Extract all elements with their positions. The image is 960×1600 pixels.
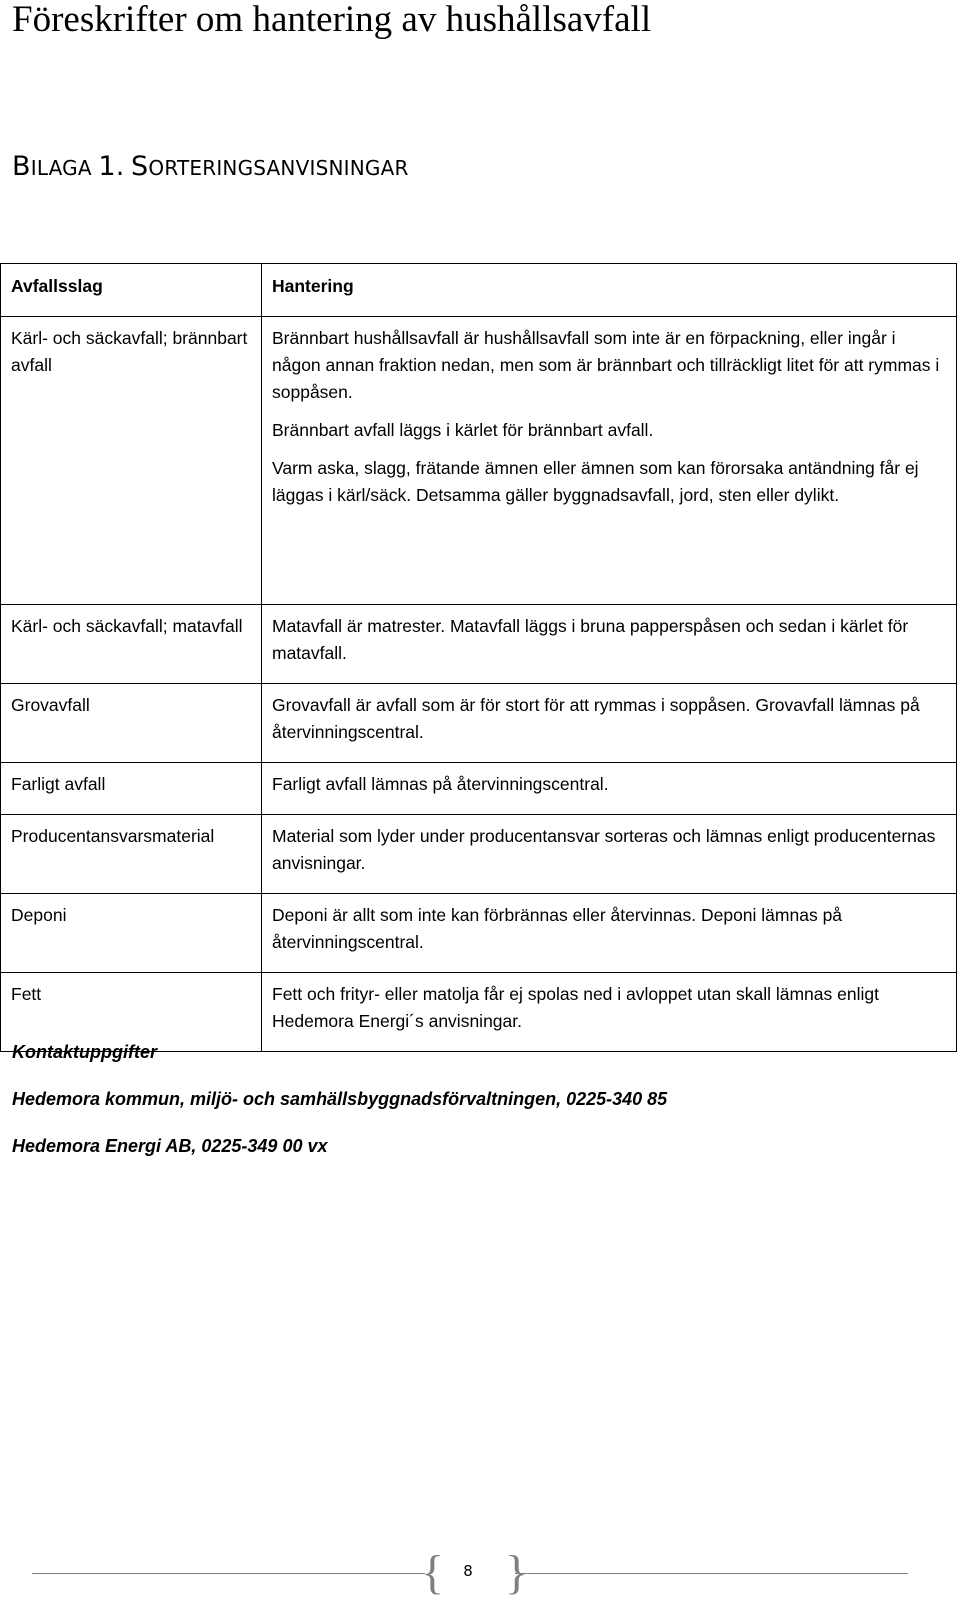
handling-text <box>272 763 946 798</box>
table-row <box>1 763 957 815</box>
page-number: 8 <box>463 1562 473 1580</box>
handling-text <box>272 684 946 746</box>
waste-type-label: Farligt avfall <box>11 774 106 794</box>
handling-cell <box>262 815 957 894</box>
table-row <box>1 605 957 684</box>
handling-text <box>272 973 946 1035</box>
table-row <box>1 815 957 894</box>
section-heading-bilaga: ILAGA <box>30 156 92 180</box>
waste-type-label: Kärl- och säckavfall; matavfall <box>11 616 243 636</box>
section-heading-number: 1. <box>98 151 125 182</box>
handling-paragraph: Brännbart avfall läggs i kärlet för brännbart avfall. <box>272 420 654 440</box>
handling-cell <box>262 763 957 815</box>
footer-right-brace: } <box>505 1546 529 1599</box>
table-row <box>1 317 957 605</box>
header-cell-waste-type <box>1 264 262 317</box>
handling-paragraph: Material som lyder under producentansvar sorteras och lämnas enligt producenternas anvisningar. <box>272 826 936 873</box>
handling-cell <box>262 684 957 763</box>
document-title: Föreskrifter om hantering av hushållsavfall <box>12 0 652 40</box>
table-row <box>1 684 957 763</box>
waste-type-cell <box>1 763 262 815</box>
table-row <box>1 894 957 973</box>
sorting-table <box>0 263 957 1052</box>
footer-left-brace: { <box>421 1546 445 1599</box>
header-cell-handling <box>262 264 957 317</box>
handling-paragraph: Fett och frityr- eller matolja får ej spolas ned i avloppet utan skall lämnas enligt Hedemora Energi´s anvisningar. <box>272 984 879 1031</box>
handling-cell <box>262 605 957 684</box>
handling-paragraph: Grovavfall är avfall som är för stort för att rymmas i soppåsen. Grovavfall lämnas på återvinningscentral. <box>272 695 920 742</box>
handling-cell <box>262 973 957 1052</box>
handling-paragraph: Matavfall är matrester. Matavfall läggs i bruna papperspåsen och sedan i kärlet för matavfall. <box>272 616 909 663</box>
handling-text <box>272 317 946 509</box>
handling-text <box>272 605 946 667</box>
section-heading <box>12 152 409 183</box>
handling-paragraph: Varm aska, slagg, frätande ämnen eller ämnen som kan förorsaka antändning får ej läggas i kärl/säck. Detsamma gäller byggnadsavfall, jord, sten eller dylikt. <box>272 458 919 505</box>
waste-type-cell <box>1 317 262 605</box>
handling-text <box>272 894 946 956</box>
waste-type-cell <box>1 894 262 973</box>
footer-rule-left <box>32 1573 425 1574</box>
handling-paragraph: Deponi är allt som inte kan förbrännas eller återvinnas. Deponi lämnas på återvinningscentral. <box>272 905 843 952</box>
table-header-row <box>1 264 957 317</box>
header-handling: Hantering <box>272 276 354 296</box>
section-heading-initial-b: B <box>12 151 31 182</box>
waste-type-label: Deponi <box>11 905 67 925</box>
waste-type-label: Producentansvarsmaterial <box>11 826 215 846</box>
handling-paragraph: Brännbart hushållsavfall är hushållsavfall som inte är en förpackning, eller ingår i någon annan fraktion nedan, men som är brännbart och tillräckligt litet för att rymmas i soppåsen. <box>272 328 940 402</box>
section-heading-sortering: ORTERINGSANVISNINGAR <box>148 156 409 180</box>
waste-type-label: Grovavfall <box>11 695 90 715</box>
handling-text <box>272 815 946 877</box>
contact-municipality: Hedemora kommun, miljö- och samhällsbyggnadsförvaltningen, 0225-340 85 <box>12 1089 668 1109</box>
handling-cell <box>262 317 957 605</box>
waste-type-label: Fett <box>11 984 42 1004</box>
waste-type-cell <box>1 605 262 684</box>
handling-cell <box>262 894 957 973</box>
waste-type-label: Kärl- och säckavfall; brännbart avfall <box>11 328 248 375</box>
waste-type-cell <box>1 684 262 763</box>
waste-type-cell <box>1 815 262 894</box>
contact-energy-company: Hedemora Energi AB, 0225-349 00 vx <box>12 1136 328 1156</box>
header-waste-type: Avfallsslag <box>11 276 103 296</box>
section-heading-initial-s: S <box>131 151 149 182</box>
footer-rule-right <box>515 1573 908 1574</box>
handling-paragraph: Farligt avfall lämnas på återvinningscentral. <box>272 774 609 794</box>
contact-heading: Kontaktuppgifter <box>12 1042 157 1062</box>
